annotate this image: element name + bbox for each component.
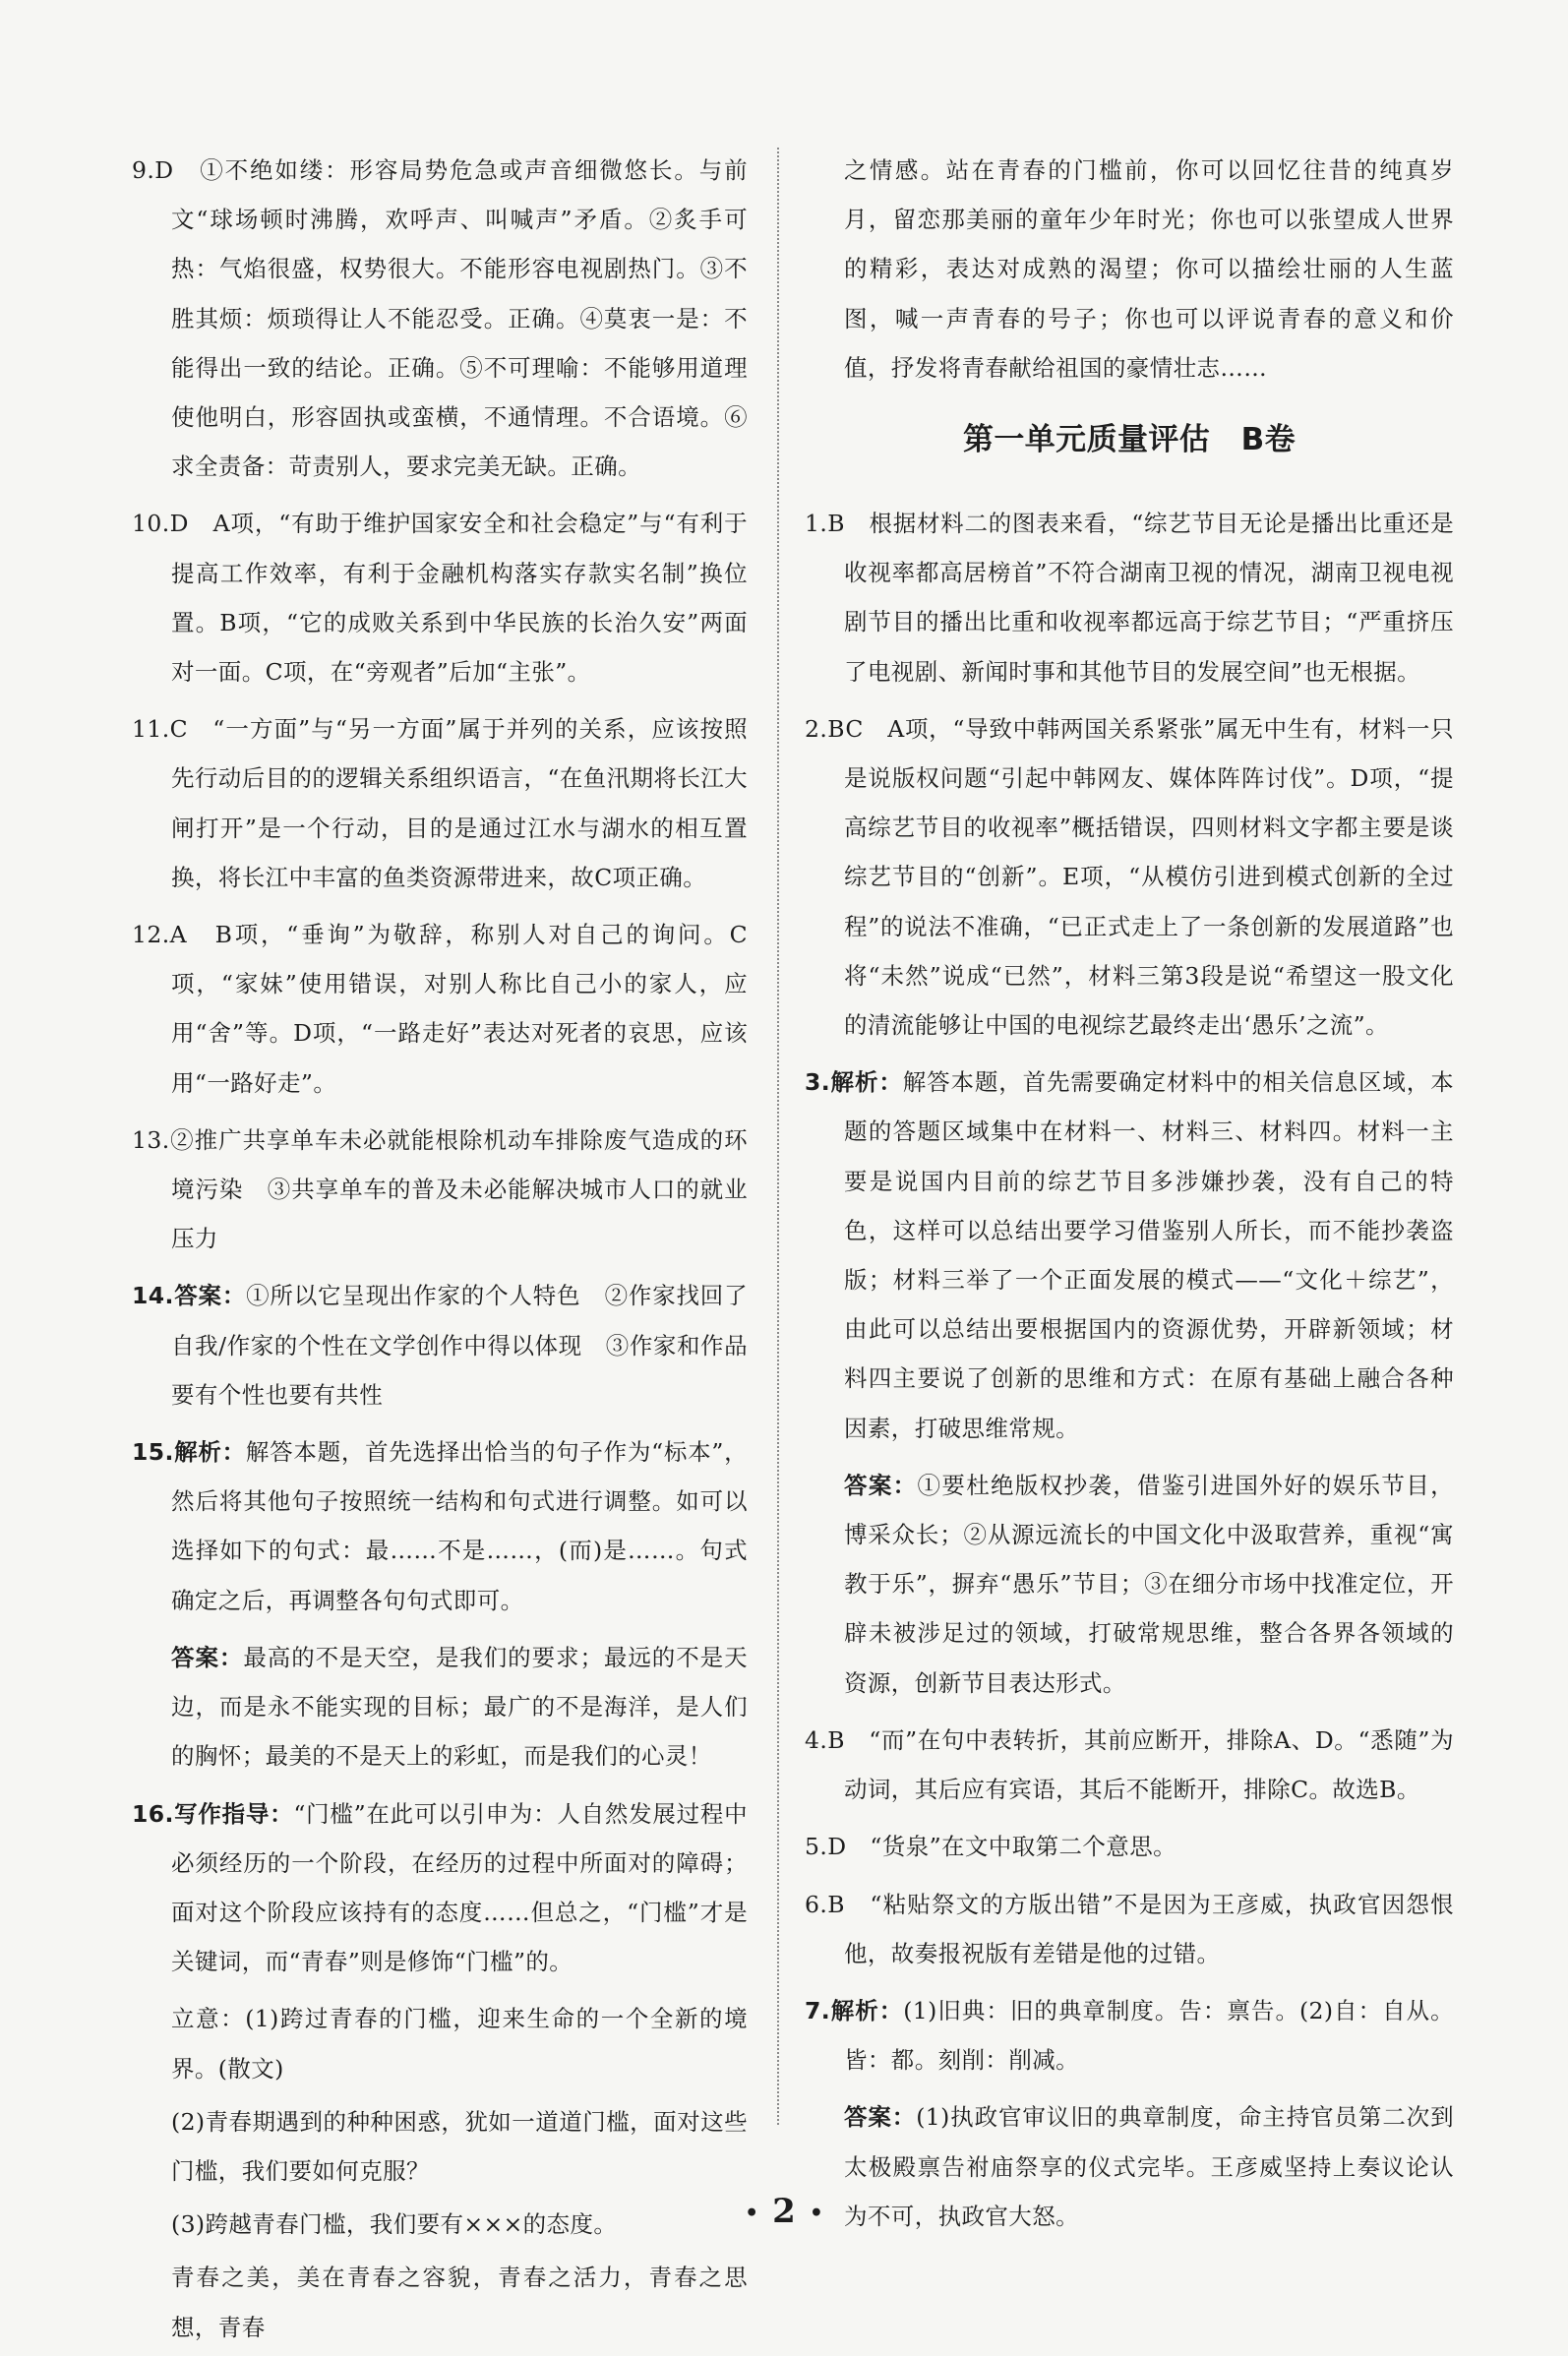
answer-15	[132, 1427, 748, 1625]
bullet-icon: •	[745, 2201, 759, 2226]
answer-12: 12.A B项，“垂询”为敬辞，称别人对自己的询问。C项，“家妹”使用错误，对别人称比自己小的家人，应用“舍”等。D项，“一路走好”表达对死者的哀思，应该用“一路好走”。	[132, 921, 748, 1097]
answer-b-7-text: (1)旧典：旧的典章制度。告：禀告。(2)自：自从。皆：都。刻削：削减。	[844, 1996, 1454, 2075]
answer-16-idea-1: 立意：(1)跨过青春的门槛，迎来生命的一个全新的境界。(散文)	[171, 2005, 748, 2083]
answer-b-3-answer-label: 答案：	[844, 1471, 918, 1499]
answer-b-3-label: 3.解析：	[805, 1068, 903, 1097]
section-title: 第一单元质量评估 B卷	[962, 422, 1297, 458]
answer-b-3	[805, 1057, 1454, 1453]
answer-16	[132, 1789, 748, 1987]
answer-b-3-answer	[805, 1461, 1454, 1708]
answer-16-sample: 青春之美，美在青春之容貌，青春之活力，青春之思想，青春	[171, 2264, 748, 2341]
answer-b-3-text: 解答本题，首先需要确定材料中的相关信息区域，本题的答题区域集中在材料一、材料三、材料四。材料一主要是说国内目前的综艺节目多涉嫌抄袭，没有自己的特色，这样可以总结出要学习借鉴别人所长，而不能抄袭盗版；材料三举了一个正面发展的模式——“文化＋综艺”，由此可以总结出要根据国内的资源优势，开辟新领域；材料四主要说了创新的思维和方式：在原有基础上融合各种因素，打破思维常规。	[844, 1068, 1455, 1442]
answer-16-idea-3: (3)跨越青春门槛，我们要有×××的态度。	[171, 2210, 618, 2239]
column-divider	[777, 148, 779, 2125]
answer-b-6: 6.B “粘贴祭文的方版出错”不是因为王彦威，执政官因怨恨他，故奏报祝版有差错是他的过错。	[805, 1890, 1454, 1967]
answer-15-answer-label: 答案：	[171, 1643, 244, 1671]
answer-16-idea-2: (2)青春期遇到的种种困惑，犹如一道道门槛，面对这些门槛，我们要如何克服？	[171, 2107, 748, 2185]
page-number	[0, 2192, 1568, 2231]
answer-13: 13.②推广共享单车未必就能根除机动车排除废气造成的环境污染 ③共享单车的普及未必能解决城市人口的就业压力	[132, 1125, 748, 1253]
answer-b-2: 2.BC A项，“导致中韩两国关系紧张”属无中生有，材料一只是说版权问题“引起中韩网友、媒体阵阵讨伐”。D项，“提高综艺节目的收视率”概括错误，四则材料文字都主要是谈综艺节目的“创新”。E项，“从模仿引进到模式创新的全过程”的说法不准确，“已正式走上了一条创新的发展道路”也将“未然”说成“已然”，材料三第3段是说“希望这一股文化的清流能够让中国的电视综艺最终走出‘愚乐’之流”。	[805, 714, 1454, 1040]
left-column	[132, 146, 748, 2356]
bullet-icon: •	[809, 2201, 823, 2226]
answer-14	[132, 1271, 748, 1420]
answer-b-5: 5.D “货泉”在文中取第二个意思。	[805, 1833, 1176, 1861]
right-column	[805, 146, 1454, 2249]
answer-9: 9.D ①不绝如缕：形容局势危急或声音细微悠长。与前文“球场顿时沸腾，欢呼声、叫喊声”矛盾。②炙手可热：气焰很盛，权势很大。不能形容电视剧热门。③不胜其烦：烦琐得让人不能忍受。正确。④莫衷一是：不能得出一致的结论。正确。⑤不可理喻：不能够用道理使他明白，形容固执或蛮横，不通情理。不合语境。⑥求全责备：苛责别人，要求完美无缺。正确。	[132, 156, 748, 481]
answer-b-7-label: 7.解析：	[805, 1996, 904, 2024]
answer-b-7-answer-text: (1)执政官审议旧的典章制度，命主持官员第二次到太极殿禀告祔庙祭享的仪式完毕。王彦威坚持上奏议论认为不可，执政官大怒。	[844, 2103, 1455, 2230]
answer-16-continued: 之情感。站在青春的门槛前，你可以回忆往昔的纯真岁月，留恋那美丽的童年少年时光；你也可以张望成人世界的精彩，表达对成熟的渴望；你可以描绘壮丽的人生蓝图，喊一声青春的号子；你也可以评说青春的意义和价值，抒发将青春献给祖国的豪情壮志……	[844, 156, 1454, 382]
answer-11: 11.C “一方面”与“另一方面”属于并列的关系，应该按照先行动后目的的逻辑关系组织语言，“在鱼汛期将长江大闸打开”是一个行动，目的是通过江水与湖水的相互置换，将长江中丰富的鱼类资源带进来，故C项正确。	[132, 715, 749, 891]
answer-b-7	[805, 1986, 1454, 2084]
answer-16-label: 16.写作指导：	[132, 1799, 294, 1828]
answer-b-1: 1.B 根据材料二的图表来看，“综艺节目无论是播出比重还是收视率都高居榜首”不符合湖南卫视的情况，湖南卫视电视剧节目的播出比重和收视率都远高于综艺节目；“严重挤压了电视剧、新闻时事和其他节目的发展空间”也无根据。	[805, 510, 1454, 686]
page-number-value: 2	[772, 2192, 796, 2231]
answer-b-4: 4.B “而”在句中表转折，其前应断开，排除A、D。“悉随”为动词，其后应有宾语，其后不能断开，排除C。故选B。	[805, 1725, 1454, 1804]
answer-16-text: “门槛”在此可以引申为：人自然发展过程中必须经历的一个阶段，在经历的过程中所面对的障碍；面对这个阶段应该持有的态度……但总之，“门槛”才是关键词，而“青春”则是修饰“门槛”的。	[171, 1799, 748, 1976]
answer-14-text: ①所以它呈现出作家的个人特色 ②作家找回了自我/作家的个性在文学创作中得以体现 ③作家和作品要有个性也要有共性	[171, 1282, 748, 1409]
answer-15-answer	[132, 1633, 748, 1782]
answer-15-text: 解答本题，首先选择出恰当的句子作为“标本”，然后将其他句子按照统一结构和句式进行调整。如可以选择如下的句式：最……不是……，(而)是……。句式确定之后，再调整各句句式即可。	[171, 1438, 749, 1614]
answer-14-label: 14.答案：	[132, 1282, 247, 1310]
answer-15-answer-text: 最高的不是天空，是我们的要求；最远的不是天边，而是永不能实现的目标；最广的不是海洋，是人们的胸怀；最美的不是天上的彩虹，而是我们的心灵！	[171, 1643, 749, 1771]
answer-10: 10.D A项，“有助于维护国家安全和社会稳定”与“有利于提高工作效率，有利于金融机构落实存款实名制”换位置。B项，“它的成败关系到中华民族的长治久安”两面对一面。C项，在“旁观者”后加“主张”。	[132, 510, 748, 687]
answer-b-7-answer-label: 答案：	[844, 2103, 917, 2132]
answer-b-3-answer-text: ①要杜绝版权抄袭，借鉴引进国外好的娱乐节目，博采众长；②从源远流长的中国文化中汲取营养，重视“寓教于乐”，摒弃“愚乐”节目；③在细分市场中找准定位，开辟未被涉足过的领域，打破常规思维，整合各界各领域的资源，创新节目表达形式。	[844, 1471, 1454, 1697]
answer-15-label: 15.解析：	[132, 1438, 246, 1467]
